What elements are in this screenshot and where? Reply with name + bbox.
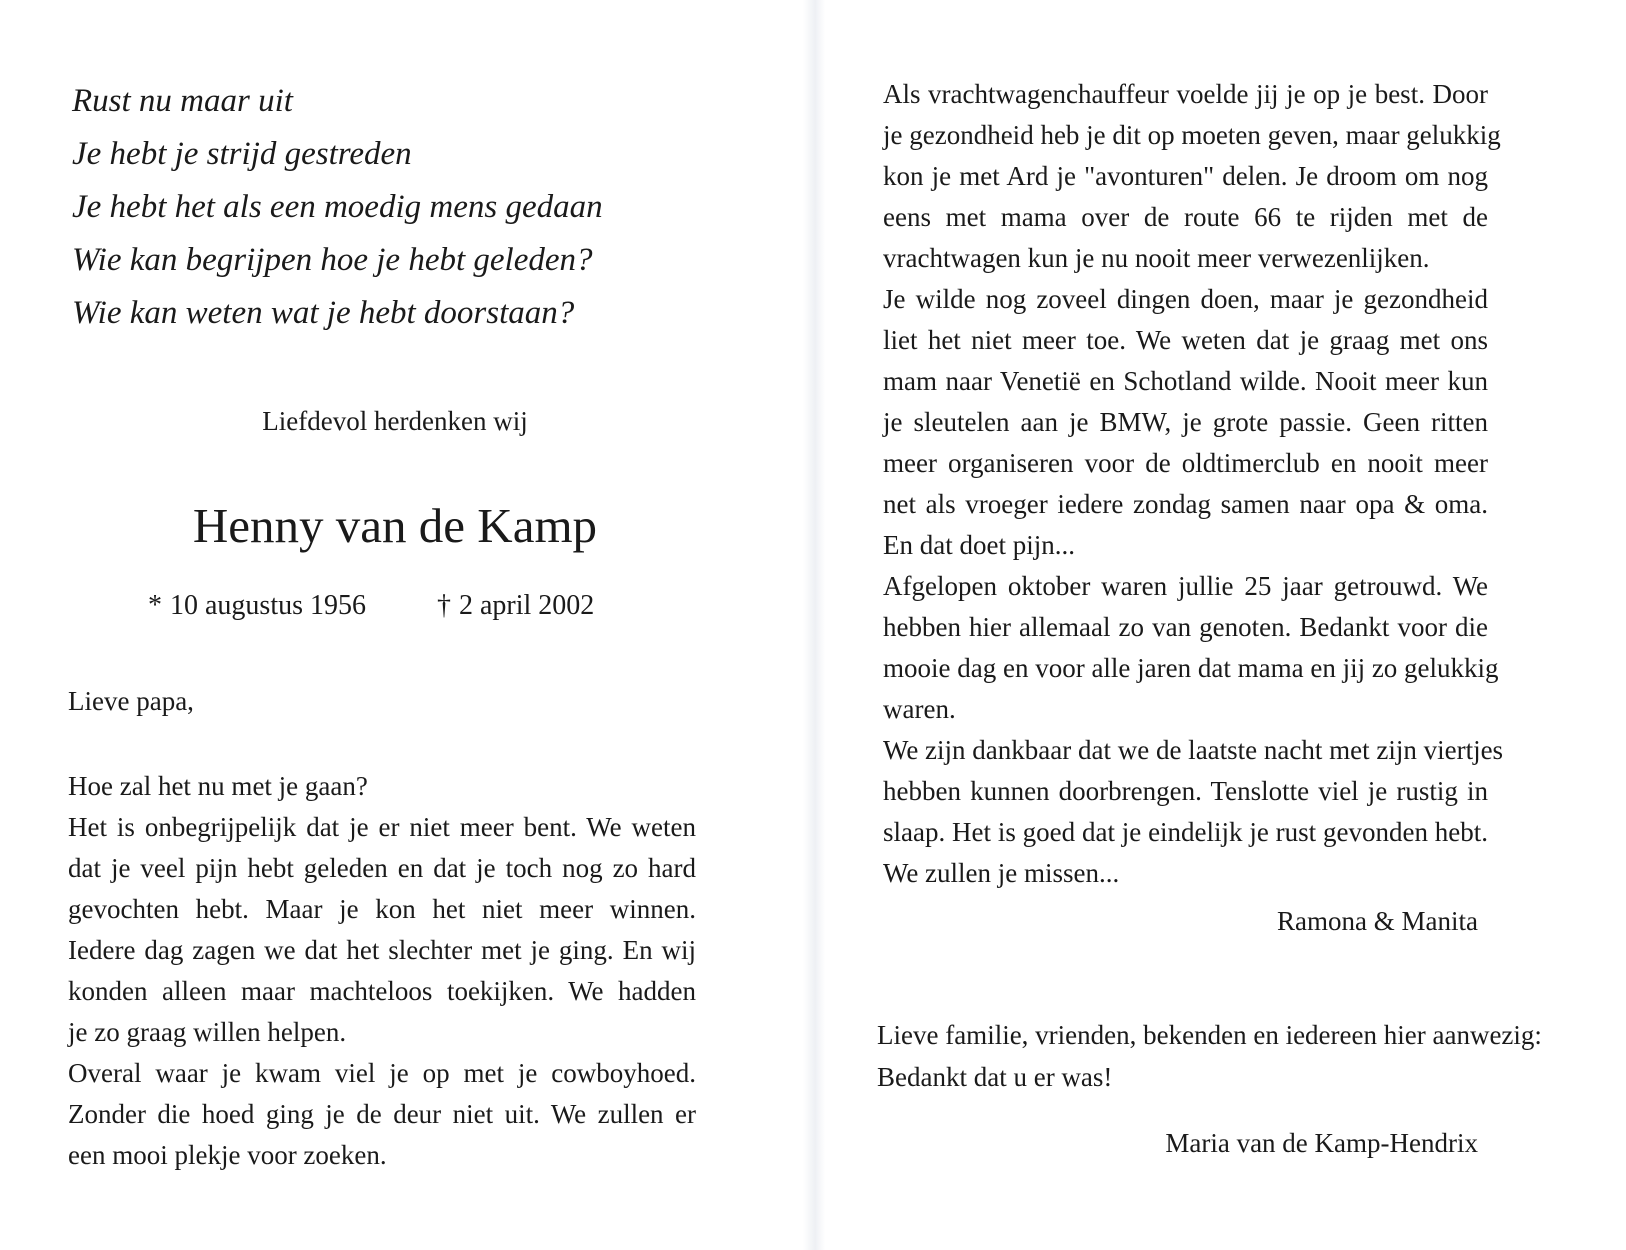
letter-line: liet het niet meer toe. We weten dat je graag met ons — [883, 325, 1488, 355]
birth-date-text: 10 augustus 1956 — [170, 590, 366, 621]
letter-right-column — [883, 74, 1504, 894]
letter-line: Afgelopen oktober waren jullie 25 jaar getrouwd. We — [883, 571, 1488, 601]
cross-icon: † — [437, 590, 451, 621]
letter-line: dat je veel pijn hebt geleden en dat je toch nog zo hard — [68, 853, 696, 883]
letter-line: Hoe zal het nu met je gaan? — [68, 771, 368, 801]
letter-line: hebben kunnen doorbrengen. Tenslotte viel je rustig in — [883, 776, 1488, 806]
birth-date — [148, 590, 366, 622]
thanks-line-1: Lieve familie, vrienden, bekenden en iedereen hier aanwezig: — [877, 1020, 1542, 1050]
letter-line: slaap. Het is goed dat je eindelijk je rust gevonden hebt. — [883, 817, 1488, 847]
letter-line: kon je met Ard je "avonturen" delen. Je droom om nog — [883, 161, 1488, 191]
letter-line: je gezondheid heb je dit op moeten geven, maar gelukkig — [883, 120, 1501, 150]
letter-line: mam naar Venetië en Schotland wilde. Nooit meer kun — [883, 366, 1488, 396]
thanks-line-2: Bedankt dat u er was! — [877, 1062, 1113, 1092]
letter-line: We zullen je missen... — [883, 858, 1120, 888]
remembrance-heading — [0, 406, 790, 437]
birth-symbol: * — [148, 590, 162, 621]
salutation: Lieve papa, — [68, 686, 194, 716]
letter-line: waren. — [883, 694, 956, 724]
right-page — [813, 0, 1626, 1250]
letter-line: Iedere dag zagen we dat het slechter met je ging. En wij — [68, 935, 696, 965]
poem — [72, 75, 712, 340]
widow-signature: Maria van de Kamp-Hendrix — [1165, 1128, 1478, 1158]
letter-line: Als vrachtwagenchauffeur voelde jij je op je best. Door — [883, 79, 1488, 109]
letter-line: eens met mama over de route 66 te rijden met de — [883, 202, 1488, 232]
letter-line: Het is onbegrijpelijk dat je er niet meer bent. We weten — [68, 812, 696, 842]
letter-line: hebben hier allemaal zo van genoten. Bedankt voor die — [883, 612, 1488, 642]
letter-left-column — [68, 766, 696, 1176]
letter-line: net als vroeger iedere zondag samen naar opa & oma. — [883, 489, 1488, 519]
letter-line: je sleutelen aan je BMW, je grote passie. Geen ritten — [883, 407, 1488, 437]
children-signature: Ramona & Manita — [1277, 906, 1478, 936]
death-date — [437, 590, 594, 622]
letter-line: We zijn dankbaar dat we de laatste nacht met zijn viertjes — [883, 735, 1504, 765]
poem-line: Wie kan begrijpen hoe je hebt geleden? — [72, 242, 593, 278]
poem-line: Wie kan weten wat je hebt doorstaan? — [72, 295, 575, 331]
poem-line: Je hebt het als een moedig mens gedaan — [72, 189, 603, 225]
poem-line: Je hebt je strijd gestreden — [72, 136, 412, 172]
letter-line: En dat doet pijn... — [883, 530, 1075, 560]
letter-line: meer organiseren voor de oldtimerclub en nooit meer — [883, 448, 1488, 478]
letter-line: gevochten hebt. Maar je kon het niet meer winnen. — [68, 894, 696, 924]
letter-line: Je wilde nog zoveel dingen doen, maar je gezondheid — [883, 284, 1488, 314]
letter-line: Overal waar je kwam viel je op met je cowboyhoed. — [68, 1058, 696, 1088]
letter-line: je zo graag willen helpen. — [68, 1017, 347, 1047]
letter-line: een mooi plekje voor zoeken. — [68, 1140, 387, 1170]
letter-line: mooie dag en voor alle jaren dat mama en jij zo gelukkig — [883, 653, 1499, 683]
letter-line: Zonder die hoed ging je de deur niet uit. We zullen er — [68, 1099, 696, 1129]
poem-line: Rust nu maar uit — [72, 83, 293, 119]
letter-line: konden alleen maar machteloos toekijken. We hadden — [68, 976, 696, 1006]
deceased-name: Henny van de Kamp — [192, 498, 598, 553]
remembrance-text: Liefdevol herdenken wij — [262, 406, 528, 436]
death-date-text: 2 april 2002 — [459, 590, 595, 621]
letter-line: vrachtwagen kun je nu nooit meer verwezenlijken. — [883, 243, 1430, 273]
